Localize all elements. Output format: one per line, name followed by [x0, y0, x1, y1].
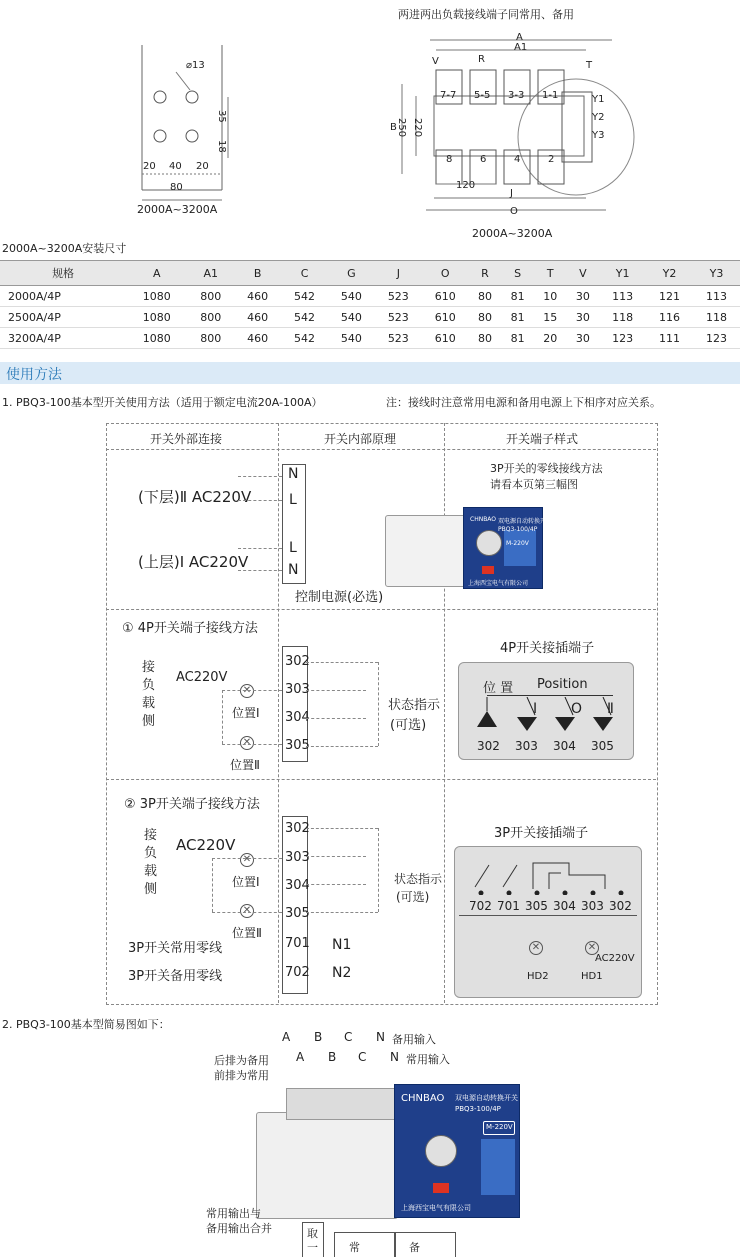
- dim-V: V: [432, 56, 439, 67]
- dim-40: 40: [169, 161, 182, 172]
- cell: 540: [328, 307, 375, 328]
- th: A1: [187, 261, 234, 286]
- take-2: 一: [307, 1241, 318, 1254]
- common-output-box: [334, 1232, 396, 1257]
- cell: 116: [646, 307, 693, 328]
- row1-model: PBQ3-100/4P: [498, 526, 538, 533]
- wire: [306, 662, 378, 663]
- p3-plug-702: 702: [469, 899, 492, 913]
- common-input-label: 常用输入: [406, 1053, 450, 1066]
- p4-term-303: 303: [285, 682, 310, 697]
- cell: 81: [501, 307, 534, 328]
- cell: 610: [422, 307, 469, 328]
- terminal-label-5: 8: [446, 154, 453, 165]
- row1-N: N: [376, 1030, 385, 1044]
- cell: 460: [234, 328, 281, 349]
- cell: 2500A/4P: [0, 307, 126, 328]
- cell: 80: [469, 328, 502, 349]
- row1-volt: M-220V: [506, 540, 529, 547]
- triangle-icon: [517, 717, 537, 731]
- th: B: [234, 261, 281, 286]
- lamp-icon: ✕: [240, 904, 254, 918]
- row1-company: 上海西宝电气有限公司: [468, 580, 529, 587]
- dim-A1: A1: [514, 42, 528, 53]
- th: G: [328, 261, 375, 286]
- dim-20b: 20: [196, 161, 209, 172]
- wire: [306, 690, 366, 691]
- output-merge-label-2: 备用输出合并: [206, 1222, 272, 1235]
- wire: [238, 548, 282, 549]
- terminal-label-6: 6: [480, 154, 487, 165]
- table-header-row: [0, 261, 740, 286]
- cell: 542: [281, 286, 328, 307]
- cell: 610: [422, 286, 469, 307]
- product-model: PBQ3-100/4P: [455, 1105, 501, 1113]
- dim-T: T: [586, 60, 593, 71]
- lamp-icon: ✕: [240, 853, 254, 867]
- th: Y2: [646, 261, 693, 286]
- lamp-icon: ✕: [240, 684, 254, 698]
- panel-red-button[interactable]: [482, 566, 494, 574]
- panel-label-area: [481, 1139, 515, 1195]
- dim-80: 80: [170, 182, 183, 193]
- table-title: 2000A~3200A安装尺寸: [2, 242, 127, 255]
- cell: 610: [422, 328, 469, 349]
- dim-220: 220: [412, 118, 423, 138]
- table-row: [0, 307, 740, 328]
- row2-C: C: [358, 1050, 367, 1064]
- cell: 30: [567, 328, 600, 349]
- cell: 540: [328, 286, 375, 307]
- dim-20a: 20: [143, 161, 156, 172]
- p3-plug-divider: [459, 915, 637, 916]
- term-L-bottom: L: [289, 540, 297, 556]
- dim-R: R: [478, 54, 485, 65]
- p3-plug-302: 302: [609, 899, 632, 913]
- p3-optional-label: (可选): [396, 890, 430, 904]
- wire: [306, 856, 366, 857]
- switch-product-large: [256, 1082, 526, 1224]
- left-caption: 2000A~3200A: [137, 203, 218, 216]
- p4-load-2: 负: [142, 678, 156, 693]
- right-caption: 2000A~3200A: [472, 227, 553, 240]
- p3-plug-701: 701: [497, 899, 520, 913]
- p3-term-303: 303: [285, 850, 310, 865]
- row2-A: A: [296, 1050, 305, 1064]
- p4-status-label: 状态指示: [388, 698, 441, 713]
- dim-35: 35: [216, 110, 227, 123]
- cell: 30: [567, 286, 600, 307]
- cell: 800: [187, 328, 234, 349]
- wire: [378, 828, 379, 912]
- terminal-label-2: 5-5: [474, 90, 491, 101]
- wire: [306, 912, 378, 913]
- wire: [306, 828, 378, 829]
- p3-load-4: 侧: [144, 882, 158, 897]
- row1-B: B: [314, 1030, 323, 1044]
- switch-terminals: [286, 1088, 398, 1120]
- triangle-icon: [477, 711, 497, 727]
- dim-250: 250: [396, 118, 407, 138]
- cell: 30: [567, 307, 600, 328]
- p4-term-304: 304: [285, 710, 310, 725]
- cell: 81: [501, 286, 534, 307]
- switch-control-panel: [394, 1084, 520, 1218]
- take-1: 取: [307, 1227, 318, 1240]
- switch-body: [385, 515, 467, 587]
- cell: 123: [599, 328, 646, 349]
- p3-hd1: HD1: [581, 971, 603, 982]
- p4-plug-title: 4P开关接插端子: [500, 641, 595, 656]
- p3-term-702: 702: [285, 965, 310, 980]
- cell: 460: [234, 286, 281, 307]
- th: S: [501, 261, 534, 286]
- p4-pos1: 位置Ⅰ: [232, 706, 260, 720]
- p3-neutral1-label: 3P开关常用零线: [128, 941, 223, 956]
- cell: 113: [693, 286, 740, 307]
- cell: 540: [328, 328, 375, 349]
- p4-term-302: 302: [285, 654, 310, 669]
- p3-neutral2-label: 3P开关备用零线: [128, 969, 223, 984]
- upper-layer-label: (上层)Ⅰ AC220V: [138, 553, 249, 571]
- p4-plug-panel: [458, 662, 634, 760]
- wire: [306, 718, 366, 719]
- common-output-label: 常: [349, 1241, 360, 1254]
- p3-pos2: 位置Ⅱ: [232, 926, 262, 940]
- back-row-label: 后排为备用: [214, 1054, 269, 1067]
- cell: 542: [281, 307, 328, 328]
- backup-output-box: [394, 1232, 456, 1257]
- cell: 1080: [126, 286, 187, 307]
- p3-ac220: AC220V: [595, 953, 635, 964]
- cell: 2000A/4P: [0, 286, 126, 307]
- th: Y3: [693, 261, 740, 286]
- th: A: [126, 261, 187, 286]
- panel-label-area: [504, 530, 536, 566]
- output-lead-box: [302, 1222, 324, 1257]
- terminal-label-4: 1-1: [542, 90, 559, 101]
- output-merge-label-1: 常用输出与: [206, 1207, 261, 1220]
- usage1-note: 注：接线时注意常用电源和备用电源上下相序对应关系。: [386, 396, 661, 409]
- brand-logo: CHNBAO: [401, 1093, 445, 1104]
- p3-plug-304: 304: [553, 899, 576, 913]
- term-N-top: N: [288, 466, 299, 482]
- table-row: [0, 328, 740, 349]
- header-divider: [106, 449, 656, 450]
- dim-Y1: Y1: [592, 94, 605, 105]
- cell: 81: [501, 328, 534, 349]
- wire: [222, 690, 223, 744]
- p3-ac-label: AC220V: [176, 836, 236, 854]
- p4-position-label: Position: [537, 677, 588, 692]
- row2-N: N: [390, 1050, 399, 1064]
- cell: 460: [234, 307, 281, 328]
- wire: [212, 858, 282, 859]
- p4-term-305: 305: [285, 738, 310, 753]
- row2-B: B: [328, 1050, 337, 1064]
- p4-title: ① 4P开关端子接线方法: [122, 621, 258, 636]
- p3-title: ② 3P开关端子接线方法: [124, 797, 260, 812]
- dim-A: A: [516, 32, 523, 43]
- cell: 118: [693, 307, 740, 328]
- term-N-bottom: N: [288, 562, 299, 578]
- terminal-label-1: 7-7: [440, 90, 457, 101]
- switch-body: [256, 1112, 398, 1219]
- p3-status-label: 状态指示: [394, 872, 443, 886]
- cell: 542: [281, 328, 328, 349]
- wire: [212, 858, 213, 912]
- terminal-label-8: 2: [548, 154, 555, 165]
- cell: 800: [187, 307, 234, 328]
- lower-layer-label: (下层)Ⅱ AC220V: [138, 488, 252, 506]
- th: V: [567, 261, 600, 286]
- cell: 523: [375, 328, 422, 349]
- hd1-lamp-icon: ✕: [585, 941, 599, 955]
- section-title: 使用方法: [6, 367, 62, 383]
- company-name: 上海西宝电气有限公司: [401, 1204, 471, 1212]
- p3-plug-panel: [454, 846, 642, 998]
- lamp-icon: ✕: [240, 736, 254, 750]
- p3-load-3: 载: [144, 864, 158, 879]
- p4-load-3: 载: [142, 696, 156, 711]
- col-header-terminal: 开关端子样式: [506, 432, 579, 446]
- p3-load-1: 接: [144, 828, 158, 843]
- row-divider-2: [106, 779, 656, 780]
- row-divider-1: [106, 609, 656, 610]
- p4-plug-304: 304: [553, 739, 576, 753]
- p4-pos-label: 位 置: [483, 681, 514, 696]
- p4-load-4: 侧: [142, 714, 156, 729]
- p3-plug-303: 303: [581, 899, 604, 913]
- term-L-top: L: [289, 492, 297, 508]
- th: O: [422, 261, 469, 286]
- cell: 15: [534, 307, 567, 328]
- th: Y1: [599, 261, 646, 286]
- p4-plug-302: 302: [477, 739, 500, 753]
- p4-optional-label: (可选): [390, 718, 427, 733]
- cell: 80: [469, 286, 502, 307]
- p3-pos1: 位置Ⅰ: [232, 875, 260, 889]
- th: J: [375, 261, 422, 286]
- col-header-external: 开关外部连接: [150, 432, 223, 446]
- cell: 800: [187, 286, 234, 307]
- p3-term-302: 302: [285, 821, 310, 836]
- p4-mark-I: Ⅰ: [533, 701, 538, 717]
- usage2-title: 2. PBQ3-100基本型简易图如下：: [2, 1018, 170, 1031]
- cell: 80: [469, 307, 502, 328]
- wire: [222, 744, 282, 745]
- spec-table: [0, 260, 740, 349]
- wire: [306, 746, 378, 747]
- wire: [306, 884, 366, 885]
- p3-hd2: HD2: [527, 971, 549, 982]
- dim-Y2: Y2: [592, 112, 605, 123]
- switch-outline-drawing: [386, 34, 636, 234]
- right-drawing-title: 两进两出负载接线端子同常用、备用: [398, 8, 574, 21]
- panel-volt-badge: [483, 1121, 515, 1135]
- usage1-title: 1. PBQ3-100基本型开关使用方法（适用于额定电流20A-100A）: [2, 396, 323, 409]
- col-divider-1: [278, 423, 279, 1003]
- dim-18: 18: [216, 140, 227, 153]
- triangle-icon: [555, 717, 575, 731]
- cell: 523: [375, 286, 422, 307]
- wire: [238, 476, 282, 477]
- wire: [222, 690, 282, 691]
- row1-C: C: [344, 1030, 353, 1044]
- cell: 20: [534, 328, 567, 349]
- terminal-label-7: 4: [514, 154, 521, 165]
- wire: [212, 912, 282, 913]
- zero-line-note: 3P开关的零线接线方法 请看本页第三幅图: [490, 462, 603, 491]
- th: 规格: [0, 261, 126, 286]
- p3-term-701: 701: [285, 936, 310, 951]
- p3-term-305: 305: [285, 906, 310, 921]
- p3-n2: N2: [332, 965, 352, 981]
- dim-Y3: Y3: [592, 130, 605, 141]
- control-power-label: 控制电源(必选): [295, 590, 384, 605]
- wire: [238, 500, 282, 501]
- mounting-hole-drawing: [136, 40, 246, 225]
- p4-load-1: 接: [142, 660, 156, 675]
- p4-mark-II: Ⅱ: [607, 701, 614, 717]
- hd2-lamp-icon: ✕: [529, 941, 543, 955]
- p4-plug-305: 305: [591, 739, 614, 753]
- cell: 123: [693, 328, 740, 349]
- panel-dial[interactable]: [425, 1135, 457, 1167]
- cell: 111: [646, 328, 693, 349]
- wire: [238, 570, 282, 571]
- section-bar: [0, 362, 740, 384]
- cell: 1080: [126, 307, 187, 328]
- p4-plug-303: 303: [515, 739, 538, 753]
- p4-ac-label: AC220V: [176, 670, 228, 685]
- p3-term-304: 304: [285, 878, 310, 893]
- col-header-internal: 开关内部原理: [324, 432, 397, 446]
- th: R: [469, 261, 502, 286]
- p3-plug-305: 305: [525, 899, 548, 913]
- p3-switch-symbols: [465, 855, 635, 895]
- dim-120: 120: [456, 180, 476, 191]
- table-row: [0, 286, 740, 307]
- terminal-label-3: 3-3: [508, 90, 525, 101]
- position-bracket: [487, 695, 613, 696]
- th: C: [281, 261, 328, 286]
- volt-text: M-220V: [486, 1123, 513, 1131]
- backup-input-label: 备用输入: [392, 1033, 436, 1046]
- wire: [378, 662, 379, 746]
- cell: 3200A/4P: [0, 328, 126, 349]
- cell: 118: [599, 307, 646, 328]
- front-row-label: 前排为常用: [214, 1069, 269, 1082]
- cell: 10: [534, 286, 567, 307]
- cell: 523: [375, 307, 422, 328]
- product-name: 双电源自动转换开关: [455, 1094, 518, 1102]
- cell: 121: [646, 286, 693, 307]
- row1-A: A: [282, 1030, 291, 1044]
- hole-diameter: ⌀13: [186, 60, 205, 71]
- p3-plug-title: 3P开关接插端子: [494, 826, 589, 841]
- p4-terminal-symbols: [475, 697, 625, 735]
- row1-product-name: 双电源自动转换开关: [498, 518, 553, 525]
- p3-n1: N1: [332, 937, 352, 953]
- triangle-icon: [593, 717, 613, 731]
- p4-mark-O: O: [571, 701, 583, 717]
- dim-B: B: [390, 122, 397, 133]
- cell: 1080: [126, 328, 187, 349]
- cell: 113: [599, 286, 646, 307]
- backup-output-label: 备: [409, 1241, 420, 1254]
- panel-red-button[interactable]: [433, 1183, 449, 1193]
- th: T: [534, 261, 567, 286]
- dim-O: O: [510, 206, 518, 217]
- dim-J: J: [510, 188, 513, 199]
- panel-dial[interactable]: [476, 530, 502, 556]
- row1-brand: CHNBAO: [470, 516, 497, 523]
- p4-pos2: 位置Ⅱ: [230, 758, 260, 772]
- p3-load-2: 负: [144, 846, 158, 861]
